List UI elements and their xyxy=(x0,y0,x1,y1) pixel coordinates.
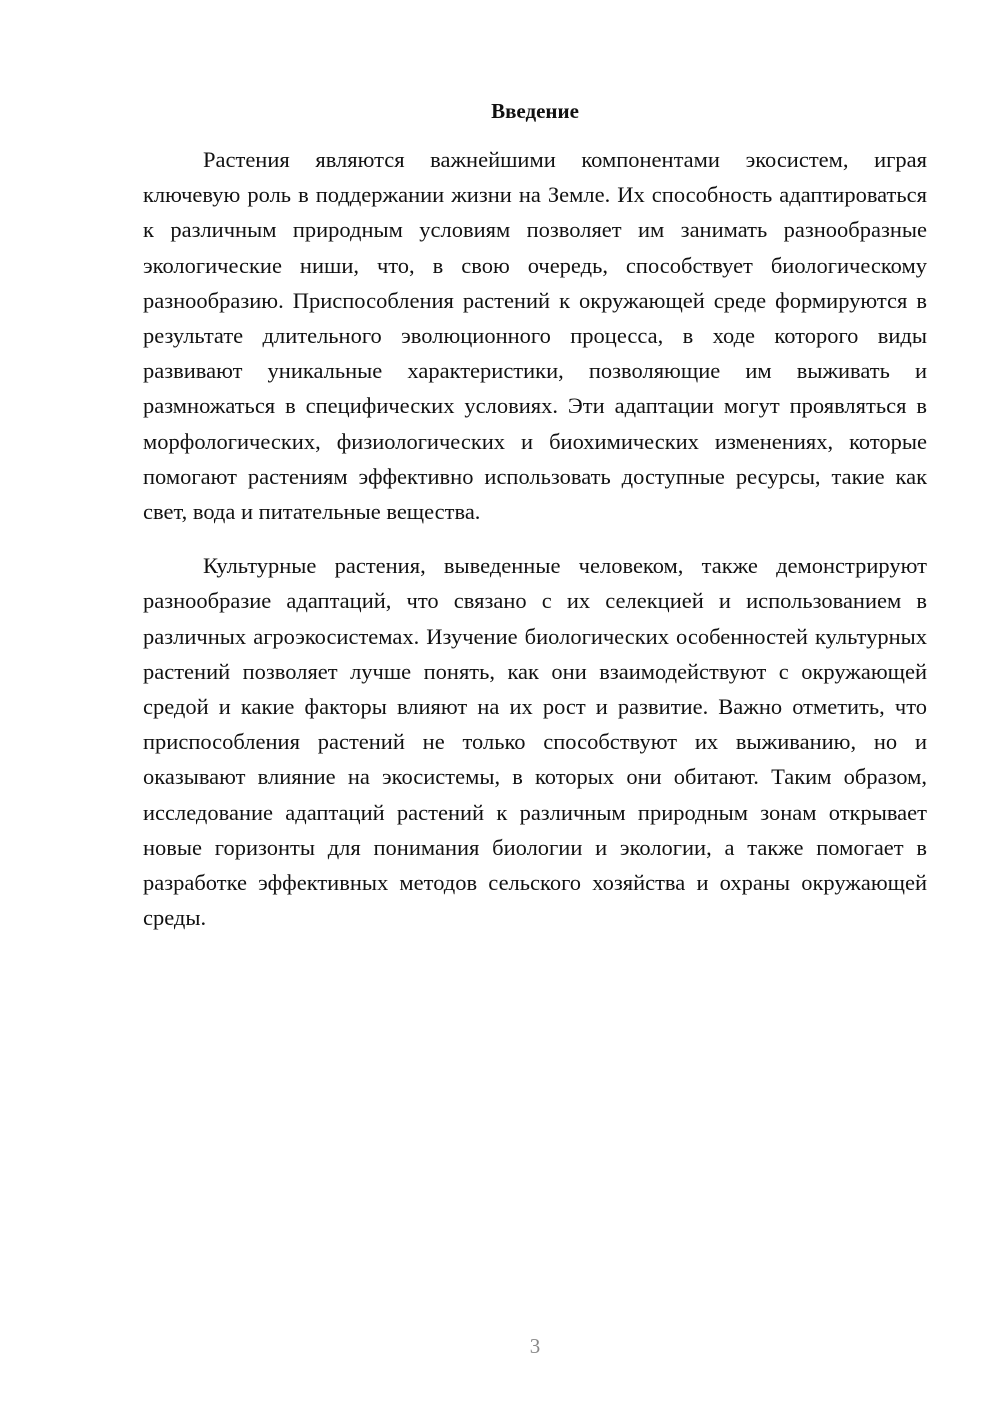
body-text xyxy=(143,142,927,935)
paragraph-1: Растения являются важнейшими компонентами экосистем, играя ключевую роль в поддержании жизни на Земле. Их способность адаптироваться к различным природным условиям позволяет им занимать разнообразные экологические ниши, что, в свою очередь, способствует биологическому разнообразию. Приспособления растений к окружающей среде формируются в результате длительного эволюционного процесса, в ходе которого виды развивают уникальные характеристики, позволяющие им выживать и размножаться в специфических условиях. Эти адаптации могут проявляться в морфологических, физиологических и биохимических изменениях, которые помогают растениям эффективно использовать доступные ресурсы, такие как свет, вода и питательные вещества. xyxy=(143,147,927,525)
paragraph-2: Культурные растения, выведенные человеком, также демонстрируют разнообразие адаптаций, что связано с их селекцией и использованием в различных агроэкосистемах. Изучение биологических особенностей культурных растений позволяет лучше понять, как они взаимодействуют с окружающей средой и какие факторы влияют на их рост и развитие. Важно отметить, что приспособления растений не только способствуют их выживанию, но и оказывают влияние на экосистемы, в которых они обитают. Таким образом, исследование адаптаций растений к различным природным зонам открывает новые горизонты для понимания биологии и экологии, а также помогает в разработке эффективных методов сельского хозяйства и охраны окружающей среды. xyxy=(143,553,927,931)
page-title: Введение xyxy=(491,99,579,123)
page-number: 3 xyxy=(529,1334,541,1358)
